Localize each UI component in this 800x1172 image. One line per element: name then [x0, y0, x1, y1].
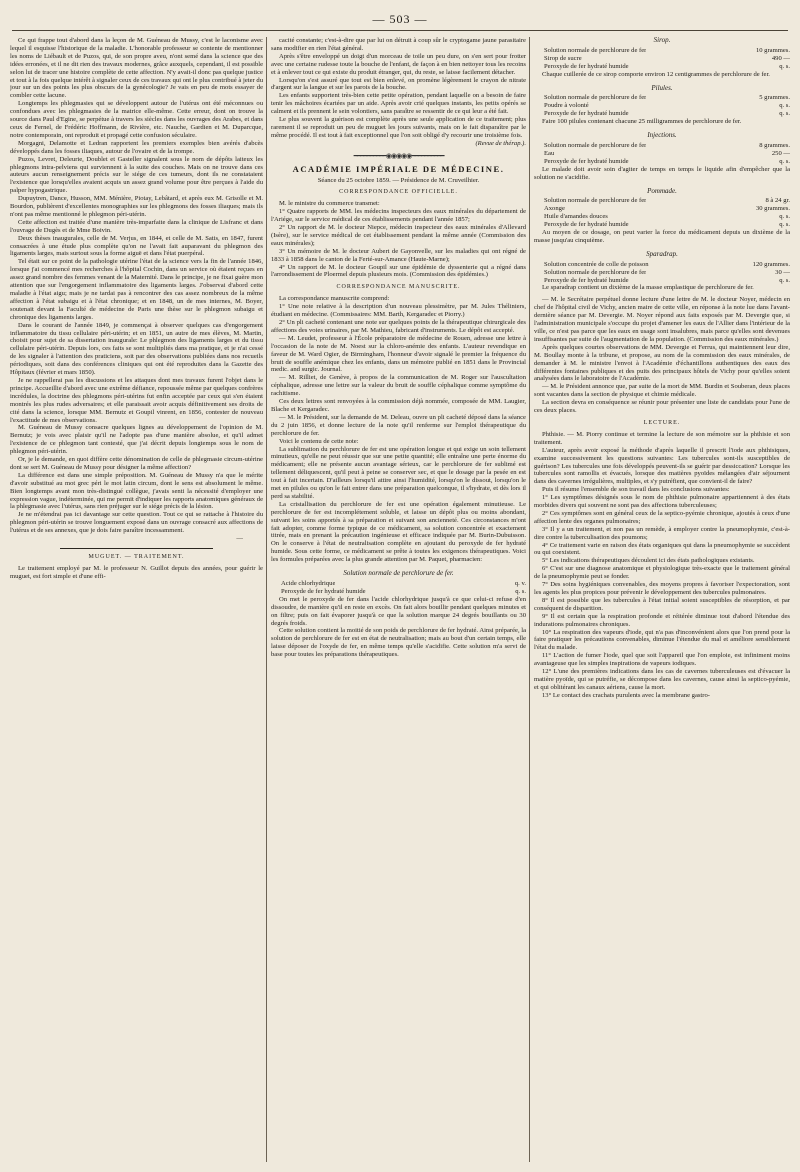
formula-line: [534, 205, 790, 213]
paragraph: 5° Les indications thérapeutiques découlent ici des états pathologiques existants.: [542, 557, 755, 565]
quantity: q. s.: [779, 157, 790, 165]
paragraph: La différence est dans une simple préposition. M. Guéneau de Mussy n'a que le mérite d'avoir substitué au mot grec péri le mot latin circum, dont le sens est absolument le même. Bien longtemps avant mon très-distingué collègue, j'avais senti la nécessité d'employer une expression vague, indéterminée, qui me permit d'indiquer les rapports anatomiques généraux de la phlegmasie avec l'utérus, sans rien préjuger sur le siége précis de la lésion.: [10, 471, 263, 511]
column-2: [271, 37, 526, 1162]
paragraphs: [534, 431, 790, 700]
paragraph: Ce qui frappe tout d'abord dans la leçon de M. Guéneau de Mussy, c'est le laconisme avec lequel il esquisse l'historique de la maladie. L'honorable professeur se contente de mentionner les noms de Liébault et de Puzos, qui, de son propre aveu, n'ont semé dans la science que des idées erronées, et il ne dit rien des travaux modernes, grâce auxquels, cependant, il est possible selon lui de tracer une histoire complète de cette affection. N'y avait-il donc pas quelque justice et tout à la fois quelque intérêt à signaler ceux de ces travaux qui ont le plus contribué à jeter du jour sur un des points les plus obscurs de la gynécologie? Je vais en peu de mots essayer de combler cette lacune.: [10, 37, 263, 100]
ingredient: Eau: [544, 149, 555, 157]
paragraph: 1° Quatre rapports de MM. les médecins inspecteurs des eaux minérales du département de l'Ariége, sur le service médical de ces établissements pendant l'année 1857;: [271, 208, 526, 224]
quantity: 8 grammes.: [759, 141, 790, 149]
paragraph: 2° Un pli cacheté contenant une note sur quelques points de la thérapeutique chirurgicale des affections des voies urinaires, par M. Mathieu, fabricant d'instruments. Le dépôt est accepté.: [271, 319, 526, 334]
formula: [534, 142, 790, 166]
formula-note: Chaque cuillerée de ce sirop comporte environ 12 centigrammes de perchlorure de fer.: [542, 70, 770, 78]
formula-title: Solution normale de perchlorure de fer.: [343, 569, 454, 578]
paragraph: 12° L'une des premières indications dans les cas de cavernes tuberculeuses est d'évacuer la matière pyoïde, qui se putréfie, se décompose dans les cavernes, cause ainsi la septico-pyémie, et qui oblitérant les canaux aériens, cause la mort.: [534, 668, 790, 691]
column-divider: [266, 37, 267, 1162]
quantity: q. s.: [779, 221, 790, 229]
quantity: q. s.: [779, 110, 790, 118]
paragraph: Voici le contenu de cette note:: [279, 437, 359, 445]
quantity: q. s.: [515, 587, 526, 595]
formula-line: [271, 580, 526, 588]
quantity: q. s.: [779, 62, 790, 70]
subsection-title: CORRESPONDANCE MANUSCRITE.: [336, 284, 461, 291]
ingredient: Poudre à volonté: [544, 102, 589, 110]
ingredient: Solution normale de perchlorure de fer: [544, 46, 647, 54]
formula-line: [534, 110, 790, 118]
formula-note: Le malade doit avoir soin d'agiter de temps en temps le liquide afin d'empêcher que la solution ne s'acidifie.: [534, 165, 790, 181]
formula-line: [534, 277, 790, 285]
ingredient: Peroxyde de fer hydraté humide: [544, 110, 629, 118]
formula-line: [534, 221, 790, 229]
ingredient: Axonge: [544, 205, 565, 213]
formula-title: Sparadrap.: [646, 249, 678, 258]
ornament-divider: ━━━━━━━━━━◉◉◉◉◉━━━━━━━━━━: [353, 151, 444, 160]
formula-note: Au moyen de ce dosage, on peut varier la force du médicament depuis un dixième de la masse jusqu'au cinquième.: [534, 229, 790, 244]
section-title-muguet: MUGUET. — TRAITEMENT.: [88, 554, 185, 560]
formula-note: Le sparadrap contient un dixième de la masse emplastique de perchlorure de fer.: [542, 284, 754, 292]
ingredient: Peroxyde de fer hydraté humide: [544, 221, 629, 229]
formula-line: [534, 158, 790, 166]
formula: [534, 94, 790, 118]
formula: [271, 580, 526, 596]
paragraph: 2° Un rapport de M. le docteur Niepce, médecin inspecteur des eaux minérales d'Allevard (Isère), sur le service médical de cet établissement pendant la même année (Commission des eaux minérales);: [271, 224, 526, 247]
paragraph: Les enfants supportent très-bien cette petite opération, pendant laquelle on a besoin de faire tenir les mâchoires écartées par un aide. Après avoir crié quelques instants, les petits opérés se calment et ils prennent le sein volontiers, sans paraître se ressentir de ce qui leur a été fait.: [271, 92, 526, 116]
formula-title: Sirop.: [653, 37, 671, 44]
quantity: 30 —: [775, 268, 790, 276]
formula-title: Pilules.: [651, 83, 673, 92]
paragraph: cacité constante; c'est-à-dire que par lui on détruit à coup sûr le cryptogame jaune parasitaire sans modifier en rien l'état général.: [271, 37, 526, 52]
paragraph: — M. le Président, sur la demande de M. Deleau, ouvre un pli cacheté déposé dans la séance du 2 juin 1856, et donne lecture de la note qu'il renferme sur l'emploi thérapeutique du perchlorure de fer.: [271, 413, 526, 437]
paragraph: La correspondance manuscrite comprend:: [279, 295, 390, 303]
paragraphs: [271, 596, 526, 659]
paragraph: Puzos, Levret, Deleurie, Doublet et Gasteller signalent sous le nom de dépôts laiteux les phlegmons intra-pelviens qui surviennent à la suite des couches. Mais on ne trouve dans ces auteurs aucun renseignement précis sur le siége de ces tumeurs, dont ils ne constataient l'existence que lorsqu'elles avaient acquis un assez grand volume pour être perçues à l'aide du palper hypogastrique.: [10, 155, 263, 195]
paragraph: Cette affection est traitée d'une manière très-imparfaite dans la clinique de Lisfranc et dans l'ouvrage de Dugès et de Mme Boivin.: [10, 218, 263, 234]
paragraph: Lorsqu'on s'est assuré que tout est bien enlevé, on promène légèrement le crayon de nitrate d'argent sur la langue et sur les parois de la bouche.: [271, 76, 526, 92]
formula-line: [534, 94, 790, 102]
paragraph: Le plus souvent la guérison est complète après une seule application de ce traitement; plus rarement il se reproduit un peu de muguet les jours suivants, mais on le fait disparaître par le même procédé. Il est tout à fait exceptionnel que l'on soit obligé d'y recourir une troisième fois.: [271, 116, 526, 139]
quantity: 30 grammes.: [755, 205, 790, 213]
paragraph: La section devra en conséquence se réunir pour présenter une liste de candidats pour l'une de ces deux places.: [534, 399, 790, 415]
quantity: 120 grammes.: [752, 260, 790, 268]
formula-line: [534, 213, 790, 221]
ingredient: Solution concentrée de colle de poisson: [544, 260, 649, 268]
formula-line: [534, 197, 790, 205]
formula-line: [534, 142, 790, 150]
paragraph: 1° Les symptômes désignés sous le nom de phthisie pulmonaire appartiennent à des états morbides divers qui souvent ne sont pas des affections tuberculeuses;: [534, 494, 790, 510]
paragraph: La sublimation du perchlorure de fer est une opération longue et qui exige un soin tellement minutieux, qu'elle ne peut réussir que sur une petite quantité; elle entraîne une perte énorme du médicament; elle ne présente aucun avantage sérieux, car le perchlorure de fer sublimé est tellement déliquescent, qu'il peut à peine se conserver sec, et que le dosage par la pesée en est tout à fait incertain. D'ailleurs lorsqu'il attire ainsi l'humidité, lorsqu'on le dissout, lorsqu'on le met en pilules ou qu'on le fait entrer dans une préparation quelconque, il s'hydrate, et dès lors il perd sa stabilité.: [271, 445, 526, 500]
quantity: 10 grammes.: [755, 46, 790, 54]
formula-title: Pommade.: [647, 186, 677, 195]
formula: [534, 197, 790, 229]
ingredient: Huile d'amandes douces: [544, 213, 608, 221]
session-line: Séance du 25 octobre 1859. — Présidence de M. Cruveilhier.: [317, 176, 480, 184]
paragraph: Tel était sur ce point de la pathologie utérine l'état de la science vers la fin de l'année 1846, lorsque j'ai commencé mes recherches à l'hôpital Cochin, dans un service où étaient reçues en assez grand nombre des femmes venant de la Maternité. Dans le principe, je ne fixai guère mon attention que sur l'engorgement inflammatoire des ligaments larges. J'observai d'abord cette maladie à l'état aigu; mais je ne tardai pas à rencontrer des cas assez nombreux de la même affection à l'état subaigu et à l'état chronique; et en 1848, un de mes internes, M. Boyer, soutenait devant la Faculté de médecine de Paris une thèse sur le phlegmon subaigu et chronique des ligaments larges.: [10, 258, 263, 321]
paragraphs: [271, 295, 526, 564]
ingredient: Acide chlorhydrique: [281, 580, 336, 587]
paragraph: Longtemps les phlegmasies qui se développent autour de l'utérus ont été méconnues ou confondues avec les phlegmasies de la matrice elle-même. Cette erreur, dont on trouve la source dans Paul d'Egine, se perpétue à travers les siècles dans les ouvrages des Arabes, et dans ceux de Fernel, de Frédéric Hoffmann, de Rivière, etc. Nauche, Gardien et M. Duparcque, notre contemporain, ont reproduit et propagé cette confusion séculaire.: [10, 100, 263, 139]
paragraph: 6° C'est sur une diagnose anatomique et physiologique très-exacte que le traitement général de la pneumophymie peut se fonder.: [534, 565, 790, 581]
paragraph: Or, je le demande, en quoi diffère cette dénomination de celle de phlegmasie circum-utérine dont se sert M. Guéneau de Mussy pour désigner la même affection?: [10, 456, 263, 471]
paragraph: 3° Un mémoire de M. le docteur Aubert de Gayonvelle, sur les maladies qui ont régné de 1833 à 1858 dans le canton de la Ferté-sur-Amance (Haute-Marne);: [271, 247, 526, 263]
paragraph: Dupuytren, Dance, Husson, MM. Ménière, Piotay, Lebâtard, et après eux M. Grisolle et M. Bourdon, publièrent d'excellentes monographies sur les phlegmons des fosses iliaques; mais ils n'ont pas même mentionné le phlegmon péri-utérin.: [10, 195, 263, 218]
paragraph: Phthisie. — M. Piorry continue et termine la lecture de son mémoire sur la phthisie et son traitement.: [534, 430, 790, 446]
paragraph: 11° L'action de fumer l'iode, quel que soit l'appareil que l'on emploie, est infiniment moins avantageuse que les simples inspirations de vapeurs iodiques.: [534, 652, 790, 668]
paragraph: Puis il résume l'ensemble de son travail dans les conclusions suivantes:: [542, 486, 730, 494]
paragraph: — M. le Président annonce que, par suite de la mort de MM. Burdin et Souberan, deux places sont vacantes dans la section de physique et chimie médicale.: [534, 383, 790, 399]
paragraphs: [534, 296, 790, 415]
paragraph: Morgagni, Delamotte et Ledran rapportent les premiers exemples bien avérés d'abcès développés dans les fosses iliaques, autour de l'ovaire et de la trompe.: [10, 139, 263, 155]
formula: [534, 47, 790, 71]
formula-line: [534, 150, 790, 158]
paragraph: 4° Un rapport de M. le docteur Goupil sur une épidémie de dyssenterie qui a régné dans l'arrondissement de Ploermel depuis plusieurs mois. (Commission des épidémies.): [271, 263, 526, 279]
column-divider: [529, 37, 530, 1162]
paragraphs: [10, 37, 263, 535]
ingredient: Solution normale de perchlorure de fer: [544, 197, 647, 205]
paragraph: Deux thèses inaugurales, celle de M. Verjus, en 1844, et celle de M. Satis, en 1847, furent consacrées à une étude plus complète qu'on ne l'avait fait auparavant du phlegmon des ligaments larges, mais surtout sous la forme aiguë et dans l'état puerpéral.: [10, 234, 263, 258]
paragraph: Je ne rappellerai pas les discussions et les attaques dont mes travaux furent l'objet dans le principe. Accueillie d'abord avec une extrême défiance, repoussée même par quelques confrères incrédules, la doctrine des phlegmons péri-utérins fut enfin acceptée par ceux qui s'en étaient montrés les plus rudes adversaires; et elle paraissait avoir acquis définitivement ses droits de cité dans la science, lorsque MM. Bernutz et Goupil vinrent, en 1856, contester de nouveau l'exactitude de mes observations.: [10, 376, 263, 424]
quantity: q. v.: [514, 580, 526, 587]
formula: [534, 261, 790, 285]
paragraph: On met le peroxyde de fer dans l'acide chlorhydrique jusqu'à ce que celui-ci refuse d'en dissoudre, de manière qu'il en reste en excès. On fait alors bouillir pendant quelques minutes et on filtre; puis on fait évaporer jusqu'à ce que la solution marque 24 degrés bouillants ou 30 degrés froids.: [271, 595, 526, 627]
formula-line: [534, 269, 790, 277]
ingredient: Sirop de sucre: [544, 54, 582, 62]
paragraph: — M. Leudet, professeur à l'École préparatoire de médecine de Rouen, adresse une lettre à l'occasion de la note de M. Noest sur la chloro-anémie des enfants. L'auteur revendique en faveur de M. Ward Ogier, de Birmingham, l'honneur d'avoir signalé le premier la fréquence du bruit de souffle anémique chez les enfants, dans un mémoire publié en 1851 dans le Provincial medic. and surgic. Journal.: [271, 334, 526, 374]
column-1: [10, 37, 263, 1162]
paragraph: 13° Le contact des crachats purulents avec la membrane gastro-: [542, 691, 710, 699]
quantity: q. s.: [779, 102, 790, 110]
ingredient: Peroxyde de fer hydraté humide: [544, 276, 629, 284]
paragraph: Après s'être enveloppé un doigt d'un morceau de toile un peu dure, on s'en sert pour frotter avec une certaine rudesse toute la bouche de l'enfant, de façon à en bien nettoyer tous les recoins et à enlever tout ce qui existe du produit étranger, qui, du reste, se laisse facilement détacher.: [271, 52, 526, 76]
header-rule: [12, 30, 788, 31]
formula-line: [534, 63, 790, 71]
paragraph: 1° Une note relative à la description d'un nouveau plessimètre, par M. Jules Théliniers, étudiant en médecine. (Commissaires: MM. Barth, Kergaradec et Piorry.): [271, 303, 526, 319]
formula-line: [271, 588, 526, 596]
section-divider: [60, 548, 213, 549]
paragraph: La cristallisation du perchlorure de fer est une opération également minutieuse. Le perchlorure de fer est incomplétement soluble, et laisse un dépôt plus ou moins abondant, suivant les soins apportés à sa préparation et suivant son ancienneté. Ces circonstances m'ont fait adopter, comme forme typique de ce médicament, sa solution concentrée et exactement titrée, mais en prenant la précaution ingénieuse et efficace indiquée par M. Burin-Dubuisson. On le conserve à l'état de neutralisation complète en ajoutant du peroxyde de fer hydraté humide. Sous cette forme, ce médicament se prête à toutes les exigences thérapeutiques. Voici les formules préparées avec la plus grande attention par M. Paquet, pharmacien:: [271, 500, 526, 564]
paragraph: Ces deux lettres sont renvoyées à la commission déjà nommée, composée de MM. Laugier, Blache et Kergaradec.: [271, 398, 526, 413]
formula-line: [534, 102, 790, 110]
paragraph: Après quelques courtes observations de MM. Devergie et Ferrus, qui maintiennent leur dire, M. Boullay monte à la tribune, et propose, au nom de la commission des eaux minérales, de demander à M. le ministre l'envoi à l'Académie d'échantillons authentiques des eaux des différentes fontaines publiques et des puits des principaux hôtels de Vichy pour qu'elles soient analysées dans le laboratoire de l'Académie.: [534, 343, 790, 383]
paragraph: 9° Il est certain que la respiration profonde et réitérée diminue tout d'abord l'étendue des indurations pulmonaires chroniques.: [534, 612, 790, 628]
paragraph: Cette solution contient la moitié de son poids de perchlorure de fer hydraté. Ainsi préparée, la solution de perchlorure de fer est en état de neutralisation; mais au bout d'un certain temps, elle laisse déposer de l'oxyde de fer, en même temps qu'elle s'acidifie. Cette solution m'a servi de base pour toutes les préparations thérapeutiques.: [271, 627, 526, 659]
page-number: — 503 —: [372, 12, 428, 26]
article-phlegmon: [10, 37, 263, 543]
paragraphs: [271, 200, 526, 279]
quantity: 5 grammes.: [759, 94, 790, 102]
paragraph: — M. Rilliet, de Genève, à propos de la communication de M. Roger sur l'auscultation céphalique, adresse une lettre sur la valeur du bruit de souffle céphalique comme symptôme du rachitisme.: [271, 374, 526, 398]
ingredient: Solution normale de perchlorure de fer: [544, 141, 647, 149]
signature: —: [236, 535, 243, 543]
formula-line: [534, 55, 790, 63]
ingredient: Solution normale de perchlorure de fer: [544, 94, 647, 102]
subsection-title: LECTURE.: [643, 419, 681, 426]
paragraph: Le traitement employé par M. le professeur N. Guillot depuis des années, pour guérir le muguet, est fort simple et d'une effi-: [10, 564, 263, 580]
quantity: q. s.: [779, 276, 790, 284]
quantity: 250 —: [771, 149, 790, 157]
paragraph: L'auteur, après avoir exposé la méthode d'après laquelle il prescrit l'iode aux phthisiques, examine successivement les questions suivantes: Les tubercules sont-ils susceptibles de guérison? Les tubercules une fois développés peuvent-ils se guérir par dessiccation? Lorsque les tubercules sont ramollis et évacués, lorsque des matières pyoïdes mélangées d'air séjournent dans des cavernes irrégulières, multiples, et s'y putréfient, que convient-il de faire?: [534, 446, 790, 486]
section-title-academy: ACADÉMIE IMPÉRIALE DE MÉDECINE.: [292, 163, 505, 174]
ingredient: Peroxyde de fer hydraté humide: [544, 62, 629, 70]
formula-note: Faire 100 pilules contenant chacune 25 milligrammes de perchlorure de fer.: [542, 118, 742, 126]
source-note: (Revue de thérap.).: [475, 139, 526, 147]
paragraph: Je ne m'étendrai pas ici davantage sur cette question. Tout ce qui se rattache à l'histoire du phlegmon péri-utérin se trouve longuement exposé dans un ouvrage consacré aux affections de l'utérus et de ses annexes, que je dois faire paraître incessamment.: [10, 511, 263, 535]
subsection-title: CORRESPONDANCE OFFICIELLE.: [339, 189, 458, 196]
quantity: q. s.: [779, 213, 790, 221]
column-3: [534, 37, 790, 1162]
paragraph: 4° Ce traitement varie en raison des états organiques qui dans la pneumophymie se succèdent ou qui coexistent.: [534, 541, 790, 557]
ingredient: Peroxyde de fer hydraté humide: [544, 157, 629, 165]
paragraph: 2° Ces symptômes sont en général ceux de la septico-pyémie chronique, ajoutés à ceux d'une affection lente des organes pulmonaires;: [534, 509, 790, 525]
paragraph: M. le ministre du commerce transmet:: [279, 200, 380, 208]
paragraph: 3° Il y a un traitement, et non pas un remède, à employer contre la pneumophymie, c'est-à-dire contre la tuberculisation des poumons;: [534, 525, 790, 541]
ingredient: Solution normale de perchlorure de fer: [544, 268, 647, 276]
formula-line: [534, 47, 790, 55]
paragraph: M. Guéneau de Mussy consacre quelques lignes au développement de l'opinion de M. Bernutz; je vois avec plaisir qu'il ne l'adopte pas d'une manière absolue, et qu'il admet l'existence de ce phlegmon tant contesté, que j'ai décrit depuis longtemps sous le nom de phlegmon péri-utérin.: [10, 424, 263, 456]
quantity: 8 à 24 gr.: [765, 197, 790, 205]
ingredient: Peroxyde de fer hydraté humide: [281, 587, 366, 595]
paragraph: 8° Il est possible que les tubercules à l'état initial soient susceptibles de résorption, et par conséquent de disparition.: [534, 596, 790, 612]
paragraph: 7° Des soins hygiéniques convenables, des moyens propres à favoriser l'expectoration, sont les agents les plus propices pour prévenir le développement des tubercules pulmonaires.: [534, 581, 790, 596]
formula-title: Injections.: [647, 131, 677, 140]
paragraph: 10° La respiration des vapeurs d'iode, qui n'a pas d'inconvénient alors que l'on prend pour la faire pratiquer les précautions convenables, diminue l'étendue du mal et améliore sensiblement l'état du malade.: [534, 628, 790, 652]
paragraph: — M. le Secrétaire perpétuel donne lecture d'une lettre de M. le docteur Noyer, médecin en chef de l'hôpital civil de Vichy, ancien maire de cette ville, en réponse à la note lue dans l'avant-dernière séance par M. Devergie. M. Noyer répond aux faits exposés par M. Devergie que, si l'administration municipale s'occupe du projet d'amener les eaux de l'Allier dans l'intérieur de la ville, ce n'est pas parce que les eaux en usage sont insalubres, mais parce qu'elles sont devenues insuffisantes par suite de l'augmentation de la population. (Commission des eaux minérales.): [534, 296, 790, 343]
formula-line: [534, 261, 790, 269]
quantity: 490 —: [771, 54, 790, 62]
paragraph: Dans le courant de l'année 1849, je commençai à observer quelques cas d'engorgement inflammatoire du tissu cellulaire péri-utérin; et en 1851, un autre de mes élèves, M. Martin, choisit pour sujet de sa dissertation inaugurale: Le phlegmon des ligaments larges et du tissu cellulaire péri-utérin. Depuis lors, ces faits se sont multipliés dans ma pratique, et je n'ai cessé de les signaler à l'attention des praticiens, soit par des observations publiées dans nos recueils périodiques, soit dans des conférences cliniques qui ont été reproduites dans la Gazette des Hôpitaux (février et mars 1850).: [10, 321, 263, 377]
paragraphs: [271, 37, 526, 140]
